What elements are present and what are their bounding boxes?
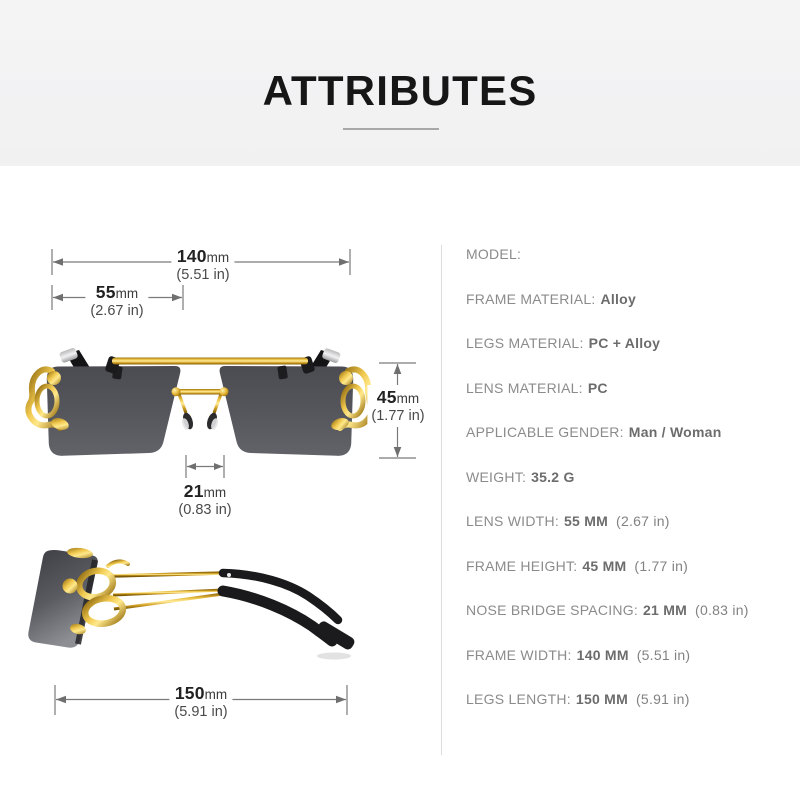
attributes-panel [466,232,749,722]
dim-lens-width-value: 55 [95,282,116,302]
left-lens [47,366,181,456]
dim-nose-bridge-arrow [186,455,224,478]
temple-screw [227,573,231,577]
top-gold-bar [112,358,308,365]
attribute-label: LEGS LENGTH: [466,691,571,708]
dim-legs-length-label: 150mm (5.91 in) [169,683,232,721]
attribute-extra: (1.77 in) [634,557,689,574]
attribute-label: MODEL: [466,246,522,263]
attribute-label: FRAME MATERIAL: [466,290,596,307]
attribute-row-model [466,232,749,277]
front-view-sunglasses [28,347,371,456]
attribute-label: APPLICABLE GENDER: [466,424,624,441]
bridge [172,387,229,430]
attribute-row-legs-length [466,677,749,722]
attribute-label: FRAME WIDTH: [466,646,572,663]
attribute-row-frame-width [466,633,749,678]
attribute-label: LEGS MATERIAL: [466,335,584,352]
dim-legs-length-value: 150 [174,683,205,703]
page-title: ATTRIBUTES [262,67,538,114]
attributes-divider [441,245,442,755]
attribute-row-lens-material [466,366,749,411]
attribute-extra: (5.51 in) [636,646,691,663]
dim-frame-height-label: 45mm (1.77 in) [367,385,428,427]
dim-nose-bridge-label: 21mm (0.83 in) [178,481,232,518]
dim-frame-height-value: 45 [376,387,397,407]
attribute-value: Man / Woman [628,424,722,441]
attribute-extra: (2.67 in) [616,513,670,530]
attribute-row-gender [466,410,749,455]
attribute-value: PC + Alloy [588,335,661,352]
attribute-value: 140 MM [576,646,629,663]
dim-frame-width-label: 140mm (5.51 in) [171,246,234,284]
attribute-label: LENS WIDTH: [466,513,559,530]
attribute-value: Alloy [600,290,636,307]
attribute-label: NOSE BRIDGE SPACING: [466,602,638,619]
attribute-label: FRAME HEIGHT: [466,557,578,574]
attribute-row-lens-width [466,499,749,544]
attribute-value: 150 MM [575,691,628,708]
attribute-extra: (5.91 in) [636,691,690,708]
dim-lens-width-label: 55mm (2.67 in) [85,282,148,320]
side-view-sunglasses [28,547,356,660]
right-lens [220,366,354,456]
attribute-row-nose-bridge [466,588,749,633]
attribute-row-weight [466,455,749,500]
dim-nose-bridge-value: 21 [183,481,204,501]
attribute-row-frame-material [466,277,749,322]
right-rivet [277,365,288,379]
attribute-value: 21 MM [643,602,688,619]
dim-frame-width-value: 140 [176,246,207,266]
attribute-value: 35.2 G [531,468,575,485]
tip-shadow [317,653,351,660]
attribute-label: LENS MATERIAL: [466,379,583,396]
attribute-value: PC [587,379,608,396]
attribute-value: 55 MM [563,513,609,530]
attribute-extra: (0.83 in) [695,602,749,619]
attribute-row-legs-material [466,321,749,366]
attribute-label: WEIGHT: [466,468,527,485]
side-temples [112,573,356,651]
attribute-value: 45 MM [582,557,627,574]
attribute-row-frame-height [466,544,749,589]
